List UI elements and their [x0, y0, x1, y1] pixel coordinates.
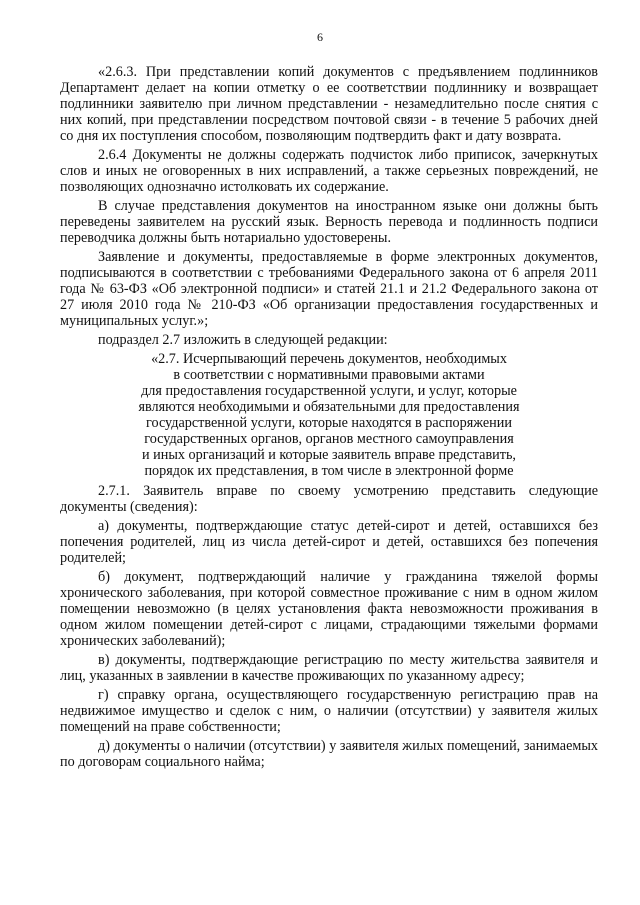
heading-line: «2.7. Исчерпывающий перечень документов, необходимых: [151, 351, 507, 367]
page-number: 6: [317, 30, 323, 44]
document-body: [60, 64, 598, 773]
heading-line: государственной услуги, которые находятся в распоряжении: [146, 415, 512, 431]
list-item-a: а) документы, подтверждающие статус детей-сирот и детей, оставшихся без попечения родителей, лиц из числа детей-сирот и детей, оставшихся без попечения родителей;: [60, 518, 598, 566]
heading-line: являются необходимыми и обязательными для предоставления: [138, 399, 520, 415]
list-item-d: д) документы о наличии (отсутствии) у заявителя жилых помещений, занимаемых по договорам социального найма;: [60, 738, 598, 770]
list-item-g: г) справку органа, осуществляющего государственную регистрацию прав на недвижимое имущество и сделок с ним, о наличии (отсутствии) у заявителя жилых помещений на праве собственности;: [60, 687, 598, 735]
section-2-7-heading: [60, 351, 598, 479]
heading-line: и иных организаций и которые заявитель вправе представить,: [142, 447, 516, 463]
heading-line: государственных органов, органов местного самоуправления: [144, 431, 514, 447]
heading-line: в соответствии с нормативными правовыми актами: [173, 367, 485, 383]
paragraph-subsection-2-7: подраздел 2.7 изложить в следующей редакции:: [98, 332, 388, 348]
heading-line: для предоставления государственной услуги, и услуг, которые: [141, 383, 517, 399]
heading-line: порядок их представления, в том числе в электронной форме: [144, 463, 514, 479]
paragraph-electronic-documents: Заявление и документы, предоставляемые в форме электронных документов, подписываются в соответствии с требованиями Федерального закона от 6 апреля 2011 года № 63-ФЗ «Об электронной подписи» и статей 21.1 и 21.2 Федерального закона от 27 июля 2010 года № 210-ФЗ «Об организации предоставления государственных и муниципальных услуг.»;: [60, 249, 598, 329]
paragraph-2-6-4: 2.6.4 Документы не должны содержать подчисток либо приписок, зачеркнутых слов и иных не оговоренных в них исправлений, а также серьезных повреждений, не позволяющих однозначно истолковать их содержание.: [60, 147, 598, 195]
list-item-b: б) документ, подтверждающий наличие у гражданина тяжелой формы хронического заболевания, при которой совместное проживание с ним в одном жилом помещении невозможно (в целях установления факта невозможности проживания в одном жилом помещении детей-сирот с лицами, страдающими тяжелыми формами хронических заболеваний);: [60, 569, 598, 649]
list-item-v: в) документы, подтверждающие регистрацию по месту жительства заявителя и лиц, указанных в заявлении в качестве проживающих по указанному адресу;: [60, 652, 598, 684]
paragraph-2-6-3: «2.6.3. При представлении копий документов с предъявлением подлинников Департамент делает на копии отметку о ее соответствии подлиннику и возвращает подлинники заявителю при личном представлении - незамедлительно после снятия с них копий, при представлении посредством почтовой связи - в течение 5 рабочих дней со дня их поступления способом, позволяющим подтвердить факт и дату возврата.: [60, 64, 598, 144]
paragraph-2-7-1: 2.7.1. Заявитель вправе по своему усмотрению представить следующие документы (сведения):: [60, 483, 598, 515]
paragraph-foreign-language: В случае представления документов на иностранном языке они должны быть переведены заявителем на русский язык. Верность перевода и подлинность подписи переводчика должны быть нотариально удостоверены.: [60, 198, 598, 246]
